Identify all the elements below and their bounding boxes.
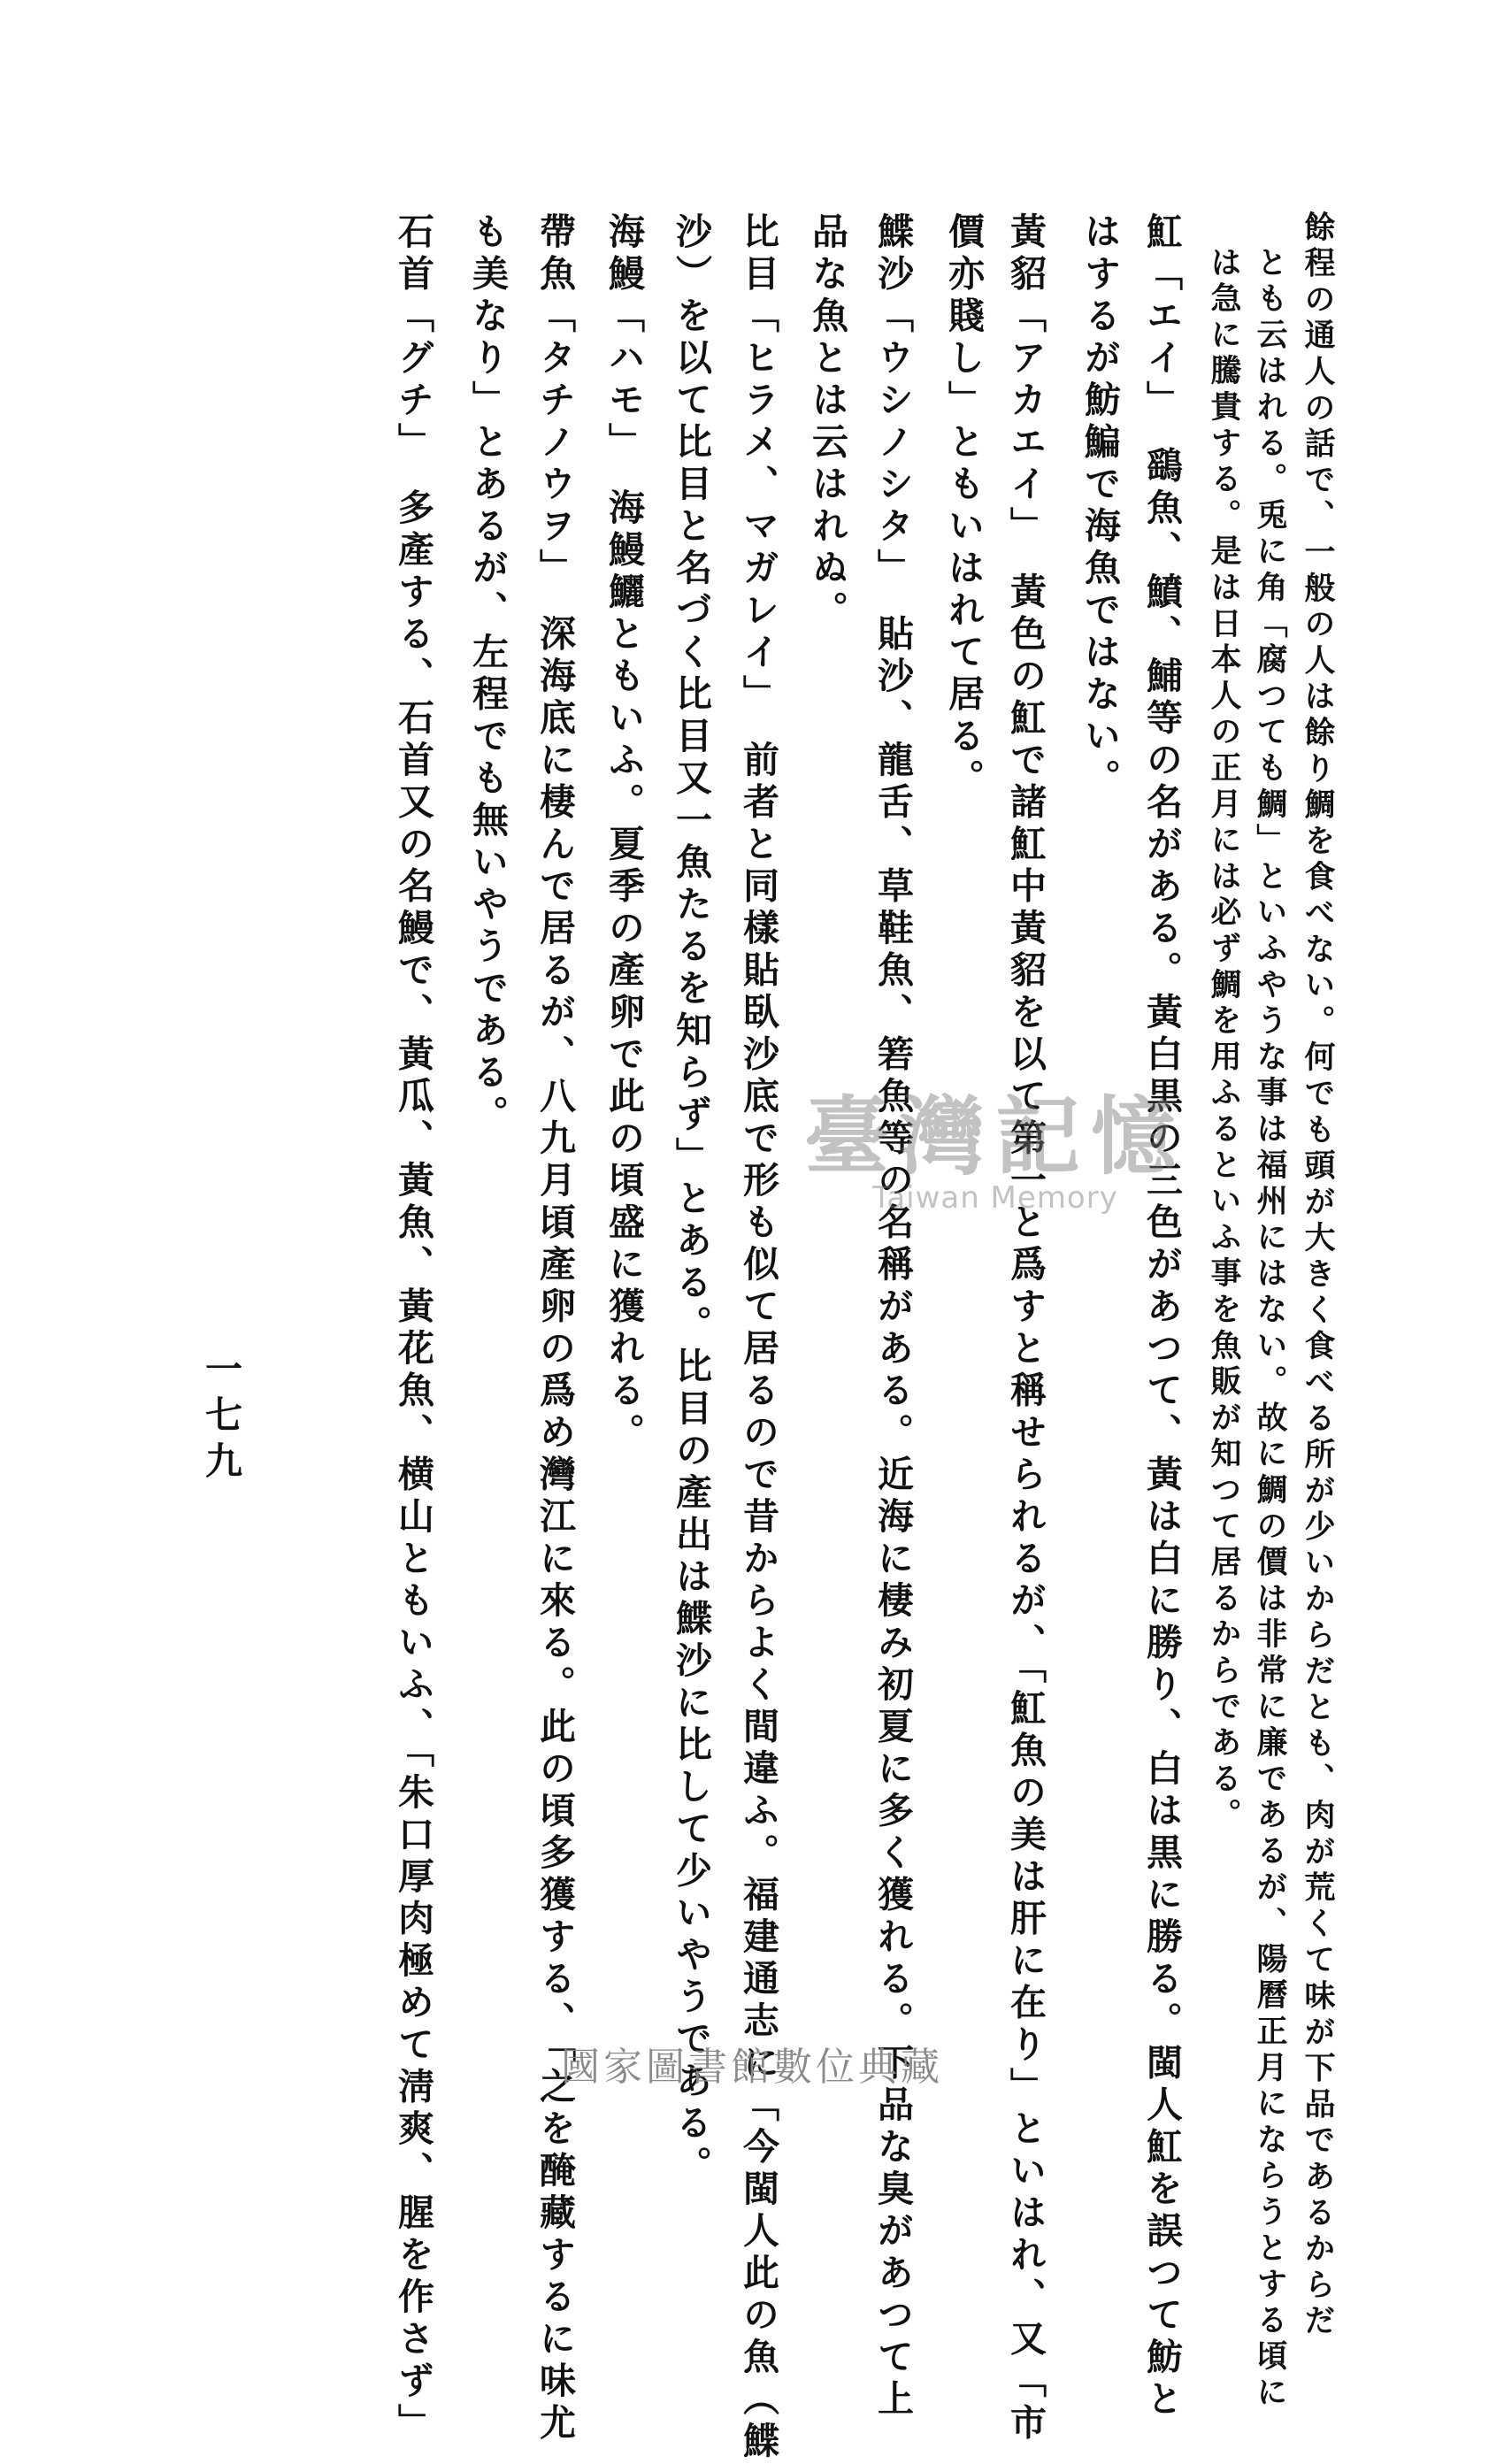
- text-line: も美なり」とあるが、左程でも無いやうである。: [466, 212, 509, 1137]
- text-line: 餘程の通人の話で、一般の人は餘り鯛を食べない。何でも頭が大きく食べる所が少いからだとも、肉が荒くて味が下品であるからだ: [1300, 211, 1336, 2341]
- text-line: 沙）を以て比目と名づく比目又一魚たるを知らず」とある。比目の產出は鰈沙に比して少いやうである。: [670, 212, 712, 2188]
- text-line: はするが魴鯿で海魚ではない。: [1078, 212, 1121, 801]
- text-line: 品な魚とは云はれぬ。: [806, 212, 848, 633]
- text-line: 石首「グチ」 多產する、石首又の名鰻で、黃瓜、黃魚、黃花魚、横山ともいふ、「朱口厚肉極めて淸爽、腥を作さず」: [392, 212, 434, 2445]
- text-line: 帶魚「タチノウヲ」 深海底に棲んで居るが、八九月頃產卵の爲め灣江に來る。此の頃多獲する、「之を醃藏するに味尤: [533, 212, 576, 2445]
- text-line: 鰈沙「ウシノシタ」 貼沙、龍舌、草鞋魚、箬魚等の名稱がある。近海に棲み初夏に多く獲れる。下品な臭があつて上: [871, 212, 914, 2422]
- text-line: は急に騰貴する。是は日本人の正月には必ず鯛を用ふるといふ事を魚販が知つて居るからである。: [1206, 246, 1242, 1835]
- watermark-english: Taiwan Memory: [872, 1180, 1118, 1216]
- page-number: 一七九: [200, 1349, 243, 1487]
- text-line: とも云はれる。兎に角「腐つても鯛」といふやうな事は福州にはない。故に鯛の價は非常に廉であるが、陽曆正月にならうとする頃に: [1252, 246, 1288, 2412]
- watermark-logo: [783, 1088, 1208, 1230]
- text-line: 海鰻「ハモ」 海鰻鱺ともいふ。夏季の產卵で此の頃盛に獲れる。: [602, 212, 645, 1455]
- watermark-chinese: 臺灣記憶: [804, 1086, 1186, 1186]
- footer-credit: 國家圖書館數位典藏: [561, 2045, 943, 2090]
- text-line: 比目「ヒラメ、マガレイ」 前者と同樣貼臥沙底で形も似て居るので昔からよく間違ふ。福建通志に「今閩人此の魚（鰈: [737, 212, 779, 2464]
- text-line: 魟「エイ」 鷂魚、鱝、鯆等の名がある。黃白黒の三色があつて、黃は白に勝り、白は黒に勝る。閩人魟を誤つて魴と: [1140, 212, 1183, 2422]
- text-line: 黃貂「アカエイ」 黃色の魟で諸魟中黃貂を以て第一と爲すと稱せられるが、「魟魚の美は肝に在り」といはれ、又「市: [1004, 212, 1047, 2445]
- text-line: 價亦賤し」ともいはれて居る。: [942, 212, 985, 801]
